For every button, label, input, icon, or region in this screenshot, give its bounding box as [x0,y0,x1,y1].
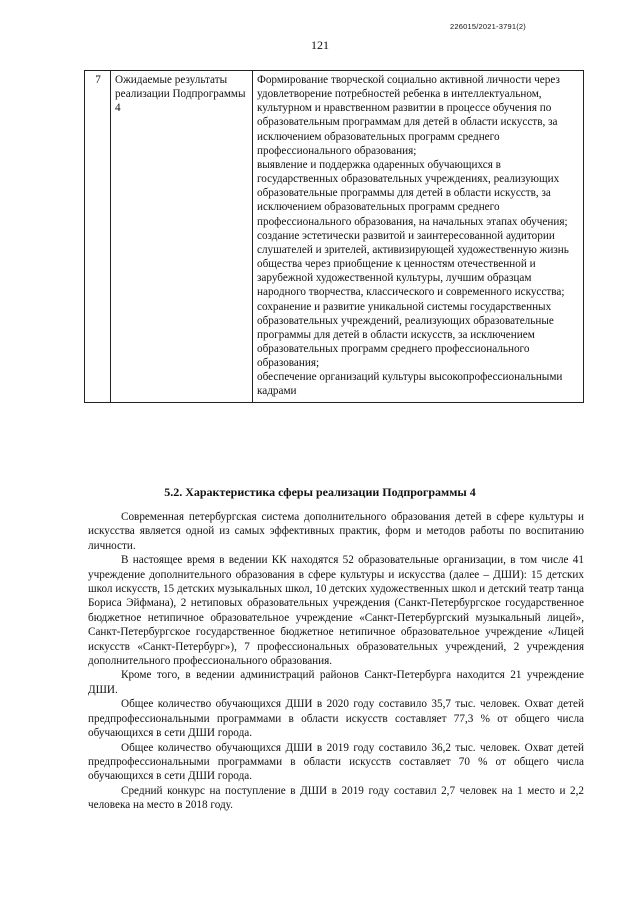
paragraph: Общее количество обучающихся ДШИ в 2020 году составило 35,7 тыс. человек. Охват детей предпрофессиональными программами в области искусств составляет 77,3 % от общего числа обучающихся в сети ДШИ города. [88,698,584,740]
result-item: создание эстетически развитой и заинтересованной аудитории слушателей и зрителей, активизирующей художественную жизнь общества через приобщение к ценностям отечественной и зарубежной художественной культуры, лучшим образцам народного творчества, классического и современного искусства; [257,229,569,299]
result-item: сохранение и развитие уникальной системы государственных образовательных учреждений, реализующих образовательные программы для детей в области искусств, за исключением образовательных программ среднего профессионального образования; [257,300,554,370]
result-item: обеспечение организаций культуры высокопрофессиональными кадрами [257,371,563,398]
paragraph: Современная петербургская система дополнительного образования детей в сфере культуры и искусства является одной из самых эффективных практик, форм и методов работы по воспитанию личности. [88,511,584,552]
paragraph: Кроме того, в ведении администраций районов Санкт-Петербурга находится 21 учреждение ДШИ. [88,669,584,696]
page-number: 121 [311,38,329,52]
section-heading: 5.2. Характеристика сферы реализации Подпрограммы 4 [164,485,476,499]
result-item: Формирование творческой социально активной личности через удовлетворение потребностей ребенка в интеллектуальном, культурном и нравственном развитии в процессе обучения по образовательным программам для детей в области искусств, за исключением образовательных программ среднего профессионального образования; [257,74,560,157]
document-id: 226015/2021-3791(2) [450,22,526,31]
row-number-cell: 7 [85,71,111,403]
result-item: выявление и поддержка одаренных обучающихся в государственных образовательных учреждениях, реализующих образовательные программы для детей в области искусств, за исключением образовательных программ среднего профессионального образования, на начальных этапах обучения; [257,158,568,228]
paragraph: Общее количество обучающихся ДШИ в 2019 году составило 36,2 тыс. человек. Охват детей предпрофессиональными программами в области искусств составляет 70 % от общего числа обучающихся в сети ДШИ города. [88,741,584,783]
paragraph: В настоящее время в ведении КК находятся 52 образовательные организации, в том числе 41 учреждение дополнительного образования в сфере культуры и искусства (далее – ДШИ): 15 детских школ искусств, 15 детских музыкальных школ, 10 детских художественных школ и детский театр танца Бориса Эйфмана), 2 нетиповых образовательных учреждения (Санкт-Петербургское государственное бюджетное нетипичное образовательное учреждение «Санкт-Петербургский музыкальный лицей», Санкт-Петербургское государственное бюджетное нетипичное образовательное учреждение «Лицей искусств «Санкт-Петербург»), 7 профессиональных образовательных учреждений, 2 учреждения дополнительного профессионального образования. [88,554,584,668]
row-content-cell [253,71,584,403]
results-table [84,70,584,403]
section-body [88,510,584,813]
row-label-cell: Ожидаемые результаты реализации Подпрограммы 4 [111,71,253,403]
table-row [85,71,584,403]
paragraph: Средний конкурс на поступление в ДШИ в 2019 году составил 2,7 человек на 1 место и 2,2 человека на место в 2018 году. [88,784,584,812]
